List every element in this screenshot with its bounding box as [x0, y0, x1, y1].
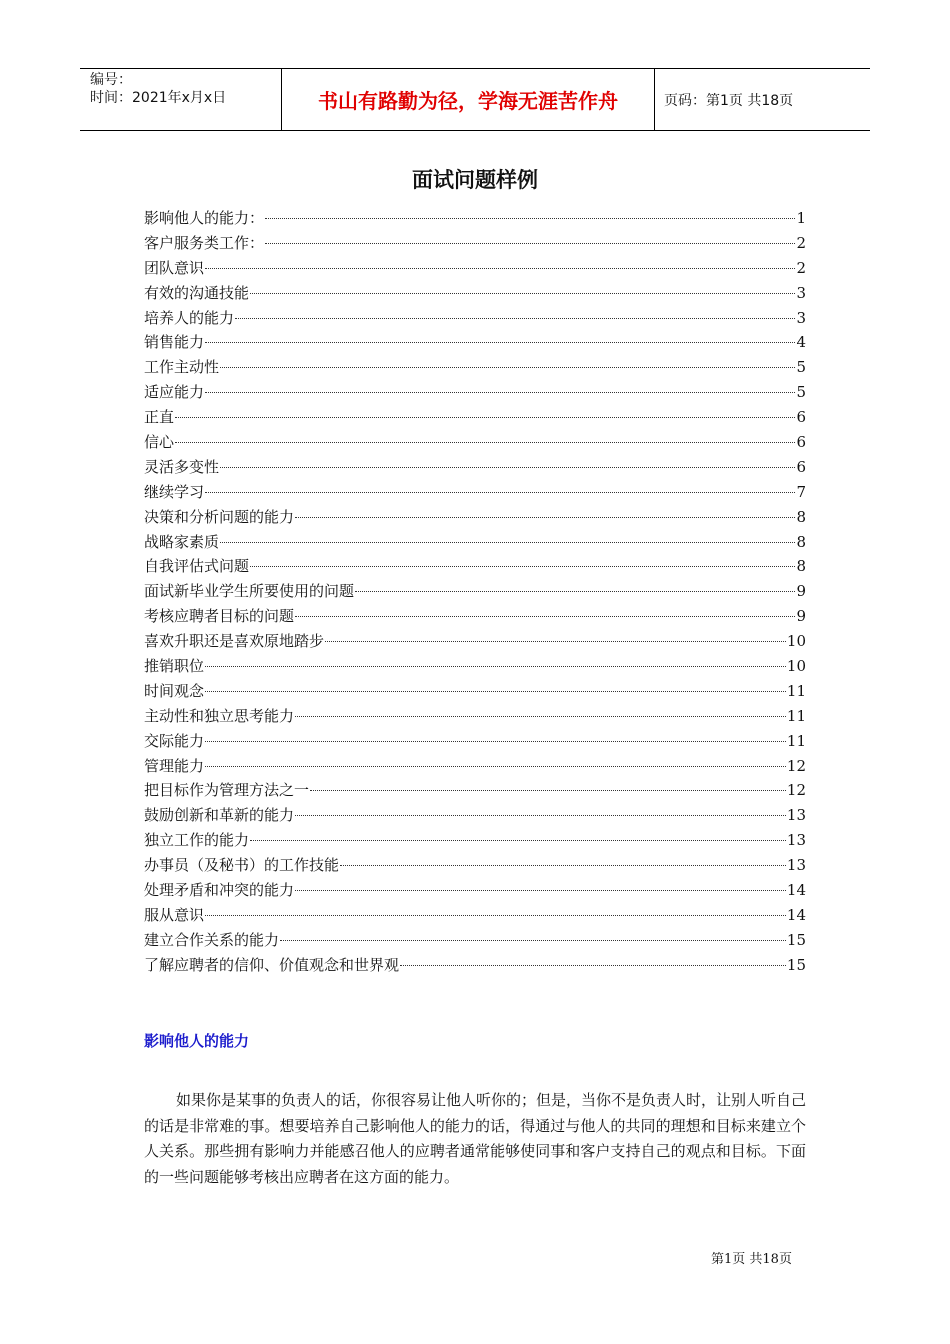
page-header [80, 68, 870, 131]
toc-leader-dots [205, 342, 795, 343]
toc-entry-title: 管理能力 [144, 756, 205, 775]
toc-entry-page: 11 [786, 681, 806, 700]
page-footer: 第1页 共18页 [711, 1252, 792, 1267]
toc-leader-dots [295, 616, 795, 617]
toc-leader-dots [250, 293, 795, 294]
toc-entry[interactable] [144, 604, 806, 629]
toc-entry-title: 独立工作的能力 [144, 831, 250, 850]
toc-entry-title: 把目标作为管理方法之一 [144, 781, 310, 800]
toc-entry[interactable] [144, 878, 806, 903]
header-page-info: 页码：第1页 共18页 [664, 92, 794, 109]
toc-leader-dots [205, 666, 786, 667]
section-paragraph: 如果你是某事的负责人的话，你很容易让他人听你的；但是，当你不是负责人时，让别人听自己的话是非常难的事。想要培养自己影响他人的能力的话，得通过与他人的共同的理想和目标来建立个人关系。那些拥有影响力并能感召他人的应聘者通常能够使同事和客户支持自己的观点和目标。下面的一些问题能够考核出应聘者在这方面的能力。 [144, 1091, 807, 1186]
toc-entry-page: 15 [786, 930, 806, 949]
toc-entry-title: 交际能力 [144, 731, 205, 750]
toc-entry-page: 14 [786, 905, 806, 924]
toc-entry-page: 10 [786, 632, 806, 651]
toc-entry[interactable] [144, 729, 806, 754]
toc-leader-dots [250, 566, 795, 567]
toc-entry[interactable] [144, 754, 806, 779]
toc-entry[interactable] [144, 654, 806, 679]
toc-entry-title: 继续学习 [144, 482, 205, 501]
toc-leader-dots [325, 641, 786, 642]
toc-entry-title: 适应能力 [144, 383, 205, 402]
toc-leader-dots [205, 392, 795, 393]
toc-entry-page: 15 [786, 955, 806, 974]
toc-entry-title: 服从意识 [144, 905, 205, 924]
toc-entry[interactable] [144, 480, 806, 505]
toc-entry[interactable] [144, 380, 806, 405]
toc-entry-page: 10 [786, 657, 806, 676]
toc-leader-dots [265, 218, 795, 219]
toc-entry[interactable] [144, 554, 806, 579]
toc-entry[interactable] [144, 505, 806, 530]
toc-entry-page: 9 [796, 607, 806, 626]
toc-leader-dots [295, 716, 786, 717]
toc-leader-dots [400, 965, 786, 966]
header-motto-cell [281, 69, 655, 130]
toc-entry[interactable] [144, 281, 806, 306]
toc-entry-title: 推销职位 [144, 657, 205, 676]
toc-entry-title: 客户服务类工作： [144, 233, 265, 252]
toc-leader-dots [310, 790, 786, 791]
toc-entry-title: 团队意识 [144, 258, 205, 277]
table-of-contents [144, 206, 806, 978]
toc-entry[interactable] [144, 803, 806, 828]
toc-entry-title: 面试新毕业学生所要使用的问题 [144, 582, 355, 601]
toc-entry[interactable] [144, 405, 806, 430]
toc-entry-title: 考核应聘者目标的问题 [144, 607, 295, 626]
toc-leader-dots [340, 865, 786, 866]
toc-entry-title: 正直 [144, 408, 175, 427]
toc-entry-page: 13 [786, 831, 806, 850]
toc-entry[interactable] [144, 953, 806, 978]
toc-entry-page: 8 [796, 532, 806, 551]
toc-leader-dots [205, 741, 786, 742]
toc-entry[interactable] [144, 903, 806, 928]
header-number-label: 编号： [90, 72, 132, 88]
document-title: 面试问题样例 [412, 168, 538, 192]
toc-entry[interactable] [144, 530, 806, 555]
toc-entry-title: 工作主动性 [144, 358, 220, 377]
toc-entry-page: 3 [796, 308, 806, 327]
toc-leader-dots [175, 442, 795, 443]
toc-leader-dots [295, 815, 786, 816]
toc-leader-dots [220, 367, 795, 368]
toc-leader-dots [220, 467, 795, 468]
toc-entry-title: 处理矛盾和冲突的能力 [144, 881, 295, 900]
section-heading: 影响他人的能力 [144, 1032, 250, 1050]
toc-entry-page: 6 [796, 408, 806, 427]
toc-leader-dots [265, 243, 795, 244]
toc-entry-page: 3 [796, 283, 806, 302]
toc-entry-title: 决策和分析问题的能力 [144, 507, 295, 526]
toc-entry-title: 销售能力 [144, 333, 205, 352]
toc-entry[interactable] [144, 704, 806, 729]
toc-leader-dots [205, 492, 795, 493]
toc-entry-title: 鼓励创新和革新的能力 [144, 806, 295, 825]
toc-entry-page: 4 [796, 333, 806, 352]
header-time: 时间：2021年x月x日 [90, 90, 227, 106]
toc-leader-dots [295, 890, 786, 891]
toc-entry-page: 11 [786, 731, 806, 750]
toc-entry-title: 主动性和独立思考能力 [144, 706, 295, 725]
toc-entry-page: 8 [796, 507, 806, 526]
toc-entry-page: 5 [796, 383, 806, 402]
toc-entry[interactable] [144, 778, 806, 803]
toc-entry[interactable] [144, 306, 806, 331]
toc-entry-page: 1 [796, 209, 806, 227]
toc-leader-dots [205, 915, 786, 916]
toc-leader-dots [205, 268, 795, 269]
toc-leader-dots [220, 542, 795, 543]
toc-entry[interactable] [144, 256, 806, 281]
toc-leader-dots [250, 840, 786, 841]
toc-entry-title: 有效的沟通技能 [144, 283, 250, 302]
toc-entry-page: 8 [796, 557, 806, 576]
toc-entry[interactable] [144, 928, 806, 953]
toc-entry[interactable] [144, 679, 806, 704]
toc-entry-page: 6 [796, 457, 806, 476]
toc-entry[interactable] [144, 853, 806, 878]
toc-entry-page: 6 [796, 433, 806, 452]
toc-entry-title: 影响他人的能力： [144, 209, 265, 227]
toc-entry[interactable] [144, 579, 806, 604]
toc-entry-page: 9 [796, 582, 806, 601]
toc-entry-title: 建立合作关系的能力 [144, 930, 280, 949]
toc-entry-title: 自我评估式问题 [144, 557, 250, 576]
toc-entry-page: 13 [786, 856, 806, 875]
toc-leader-dots [280, 940, 786, 941]
toc-leader-dots [295, 517, 795, 518]
toc-leader-dots [235, 318, 795, 319]
toc-entry[interactable] [144, 355, 806, 380]
toc-entry-title: 喜欢升职还是喜欢原地踏步 [144, 632, 325, 651]
toc-entry-page: 2 [796, 233, 806, 252]
toc-entry[interactable] [144, 430, 806, 455]
toc-entry-title: 培养人的能力 [144, 308, 235, 327]
toc-entry-title: 灵活多变性 [144, 457, 220, 476]
toc-entry-page: 7 [796, 482, 806, 501]
toc-entry[interactable] [144, 330, 806, 355]
toc-entry-page: 11 [786, 706, 806, 725]
toc-leader-dots [355, 591, 795, 592]
toc-entry[interactable] [144, 828, 806, 853]
toc-leader-dots [205, 691, 786, 692]
toc-entry[interactable] [144, 455, 806, 480]
toc-entry[interactable] [144, 231, 806, 256]
toc-entry-page: 12 [786, 781, 806, 800]
header-motto: 书山有路勤为径，学海无涯苦作舟 [318, 89, 618, 113]
toc-entry-page: 2 [796, 258, 806, 277]
toc-entry-title: 时间观念 [144, 681, 205, 700]
toc-entry-title: 战略家素质 [144, 532, 220, 551]
toc-entry[interactable] [144, 206, 806, 231]
toc-entry-title: 信心 [144, 433, 175, 452]
toc-entry-page: 12 [786, 756, 806, 775]
toc-entry-title: 了解应聘者的信仰、价值观念和世界观 [144, 955, 400, 974]
header-meta [80, 69, 281, 130]
toc-entry-page: 13 [786, 806, 806, 825]
toc-entry-page: 5 [796, 358, 806, 377]
toc-leader-dots [205, 766, 786, 767]
toc-entry[interactable] [144, 629, 806, 654]
toc-entry-title: 办事员（及秘书）的工作技能 [144, 856, 340, 875]
toc-leader-dots [175, 417, 795, 418]
toc-entry-page: 14 [786, 881, 806, 900]
